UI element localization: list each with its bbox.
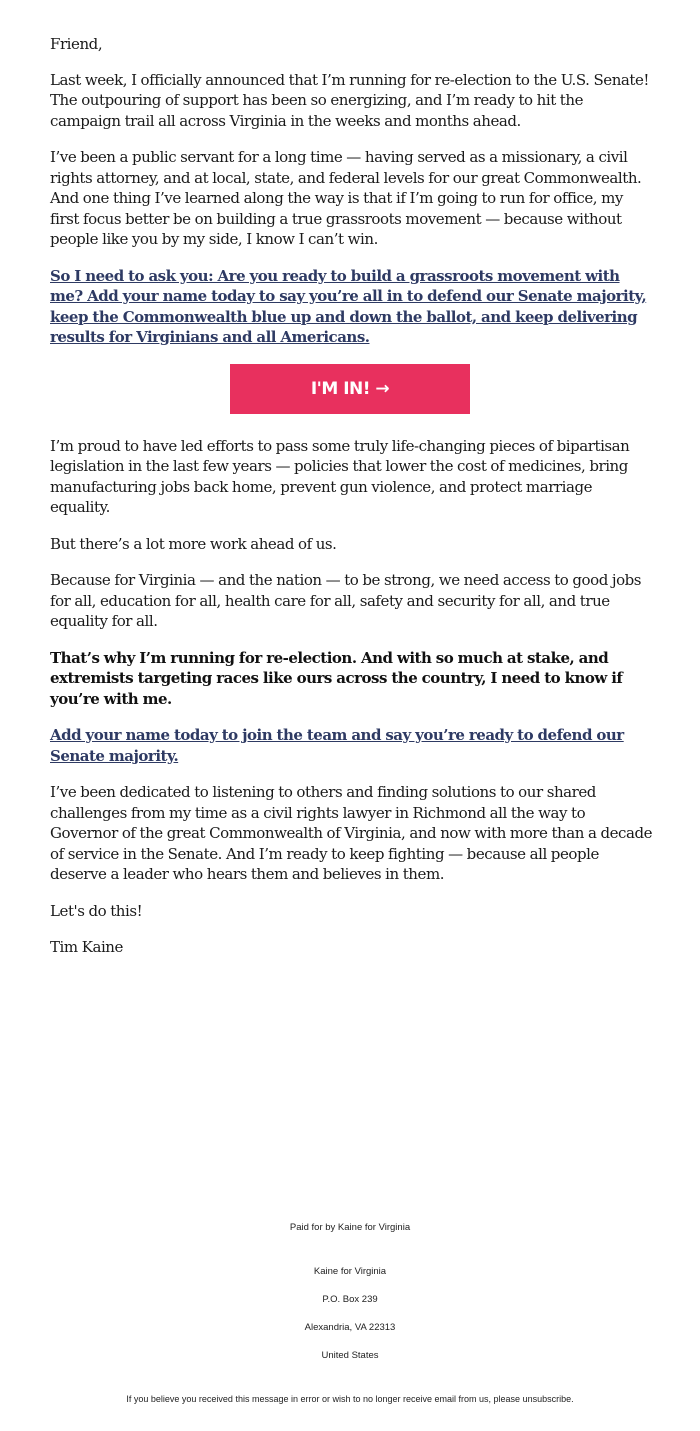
closing: Let's do this! <box>50 901 143 920</box>
footer-address-line1: P.O. Box 239 <box>322 1294 378 1305</box>
paragraph-virginia-strong: Because for Virginia — and the nation — to be strong, we need access to good jobs for all, education for all, health care for all, safety and security for all, and true equality for all. <box>50 571 642 630</box>
grassroots-signup-link[interactable]: So I need to ask you: Are you ready to build a grassroots movement with me? Add your name today to say you’re all in to defend our Senate majority, keep the Commonwealth blue up and down the ballot, and keep delivering results for Virginians and all Americans. <box>50 266 647 346</box>
footer-address-line2: Alexandria, VA 22313 <box>304 1322 396 1333</box>
paragraph-more-work: But there’s a lot more work ahead of us. <box>50 534 337 553</box>
paragraph-legislation: I’m proud to have led efforts to pass some truly life-changing pieces of bipartisan legislation in the last few years — policies that lower the cost of medicines, bring manufacturing jobs back home, prevent gun violence, and protect marriage equality. <box>50 436 630 516</box>
email-body <box>50 34 654 974</box>
greeting: Friend, <box>50 35 103 53</box>
footer-org-name: Kaine for Virginia <box>313 1266 387 1277</box>
join-team-link[interactable]: Add your name today to join the team and say you’re ready to defend our Senate majority. <box>50 726 624 765</box>
im-in-button[interactable]: I'M IN! → <box>230 364 470 414</box>
paragraph-announcement: Last week, I officially announced that I’m running for re-election to the U.S. Senate! The outpouring of support has been so energizing, and I’m ready to hit the campaign trail all across Virginia in the weeks and months ahead. <box>50 70 650 130</box>
unsubscribe-text: If you believe you received this message in error or wish to no longer receive email from us, please <box>126 1394 523 1404</box>
unsubscribe-notice <box>0 1394 700 1404</box>
unsubscribe-link[interactable]: unsubscribe <box>522 1394 572 1404</box>
paid-for-disclaimer: Paid for by Kaine for Virginia <box>289 1222 411 1233</box>
paragraph-dedication: I’ve been dedicated to listening to others and finding solutions to our shared challenges from my time as a civil rights lawyer in Richmond all the way to Governor of the great Commonwealth of Virginia, and now with more than a decade of service in the Senate. And I’m ready to keep fighting — because all people deserve a leader who hears them and believes in them. <box>50 783 653 883</box>
signature: Tim Kaine <box>50 938 123 956</box>
cta-container <box>50 364 654 414</box>
unsubscribe-end: . <box>571 1394 574 1404</box>
footer-country: United States <box>321 1350 379 1361</box>
paragraph-public-servant: I’ve been a public servant for a long time — having served as a missionary, a civil rights attorney, and at local, state, and federal levels for our great Commonwealth. And one thing I’ve learned along the way is that if I’m going to run for office, my first focus better be on building a true grassroots movement — because without people like you by my side, I know I can’t win. <box>50 148 642 248</box>
paragraph-running-bold: That’s why I’m running for re-election. And with so much at stake, and extremists targeting races like ours across the country, I need to know if you’re with me. <box>50 648 623 708</box>
